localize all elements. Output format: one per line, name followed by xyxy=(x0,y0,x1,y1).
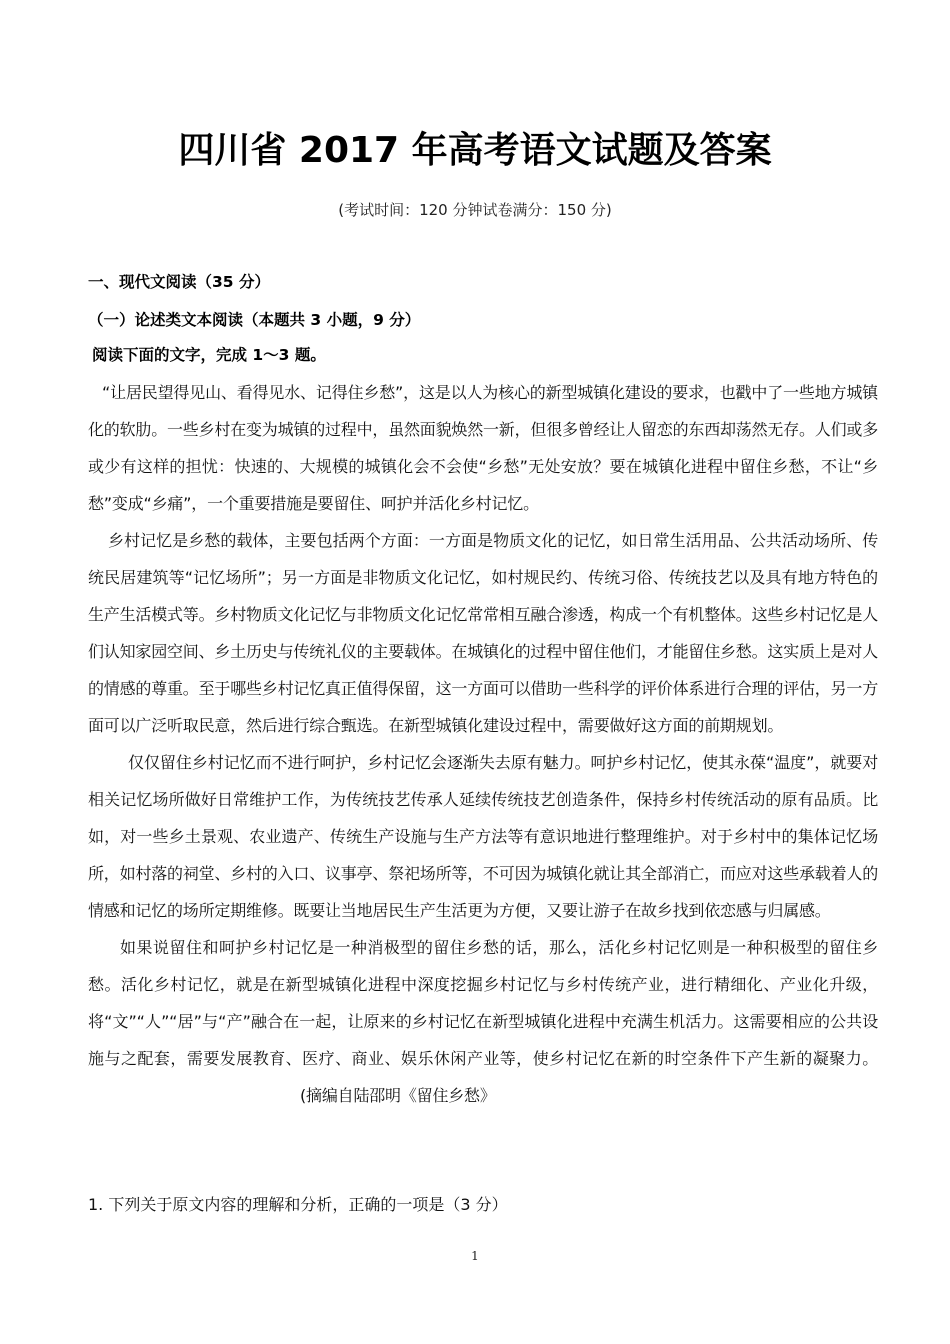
paragraph: 如果说留住和呵护乡村记忆是一种消极型的留住乡愁的话，那么，活化乡村记忆则是一种积极型的留住乡愁。活化乡村记忆，就是在新型城镇化进程中深度挖掘乡村记忆与乡村传统产业，进行精细化、产业化升级，将“文”“人”“居”与“产”融合在一起，让原来的乡村记忆在新型城镇化进程中充满生机活力。这需要相应的公共设施与之配套，需要发展教育、医疗、商业、娱乐休闲产业等，使乡村记忆在新的时空条件下产生新的凝聚力。 xyxy=(88,938,878,1068)
exam-info: (考试时间：120 分钟试卷满分：150 分) xyxy=(338,201,612,219)
subsection-heading: （一）论述类文本阅读（本题共 3 小题，9 分） xyxy=(88,311,421,329)
paragraph: “让居民望得见山、看得见水、记得住乡愁”，这是以人为核心的新型城镇化建设的要求，也戳中了一些地方城镇化的软肋。一些乡村在变为城镇的过程中，虽然面貌焕然一新，但很多曾经让人留恋的东西却荡然无存。人们或多或少有这样的担忧：快速的、大规模的城镇化会不会使“乡愁”无处安放？要在城镇化进程中留住乡愁，不让“乡愁”变成“乡痛”，一个重要措施是要留住、呵护并活化乡村记忆。 xyxy=(88,383,879,513)
question-1: 1. 下列关于原文内容的理解和分析，正确的一项是（3 分） xyxy=(88,1195,508,1214)
paragraph: 仅仅留住乡村记忆而不进行呵护，乡村记忆会逐渐失去原有魅力。呵护乡村记忆，使其永葆“温度”，就要对相关记忆场所做好日常维护工作，为传统技艺传承人延续传统技艺创造条件，保持乡村传统活动的原有品质。比如，对一些乡土景观、农业遗产、传统生产设施与生产方法等有意识地进行整理维护。对于乡村中的集体记忆场所，如村落的祠堂、乡村的入口、议事亭、祭祀场所等，不可因为城镇化就让其全部消亡，而应对这些承载着人的情感和记忆的场所定期维修。既要让当地居民生产生活更为方便，又要让游子在故乡找到依恋感与归属感。 xyxy=(88,753,879,920)
page-number: 1 xyxy=(471,1249,479,1263)
reading-instruction: 阅读下面的文字，完成 1～3 题。 xyxy=(92,346,326,364)
paragraph-with-source xyxy=(88,929,878,1114)
document-title: 四川省 2017 年高考语文试题及答案 xyxy=(178,130,772,171)
section-heading: 一、现代文阅读（35 分） xyxy=(88,273,270,291)
reading-passage xyxy=(88,374,878,1114)
paragraph: 乡村记忆是乡愁的载体，主要包括两个方面：一方面是物质文化的记忆，如日常生活用品、公共活动场所、传统民居建筑等“记忆场所”；另一方面是非物质文化记忆，如村规民约、传统习俗、传统技艺以及具有地方特色的生产生活模式等。乡村物质文化记忆与非物质文化记忆常常相互融合渗透，构成一个有机整体。这些乡村记忆是人们认知家园空间、乡土历史与传统礼仪的主要载体。在城镇化的过程中留住他们，才能留住乡愁。这实质上是对人的情感的尊重。至于哪些乡村记忆真正值得保留，这一方面可以借助一些科学的评价体系进行合理的评估，另一方面可以广泛听取民意，然后进行综合甄选。在新型城镇化建设过程中，需要做好这方面的前期规划。 xyxy=(88,531,879,735)
source-citation: (摘编自陆邵明《留住乡愁》 xyxy=(300,1086,496,1105)
